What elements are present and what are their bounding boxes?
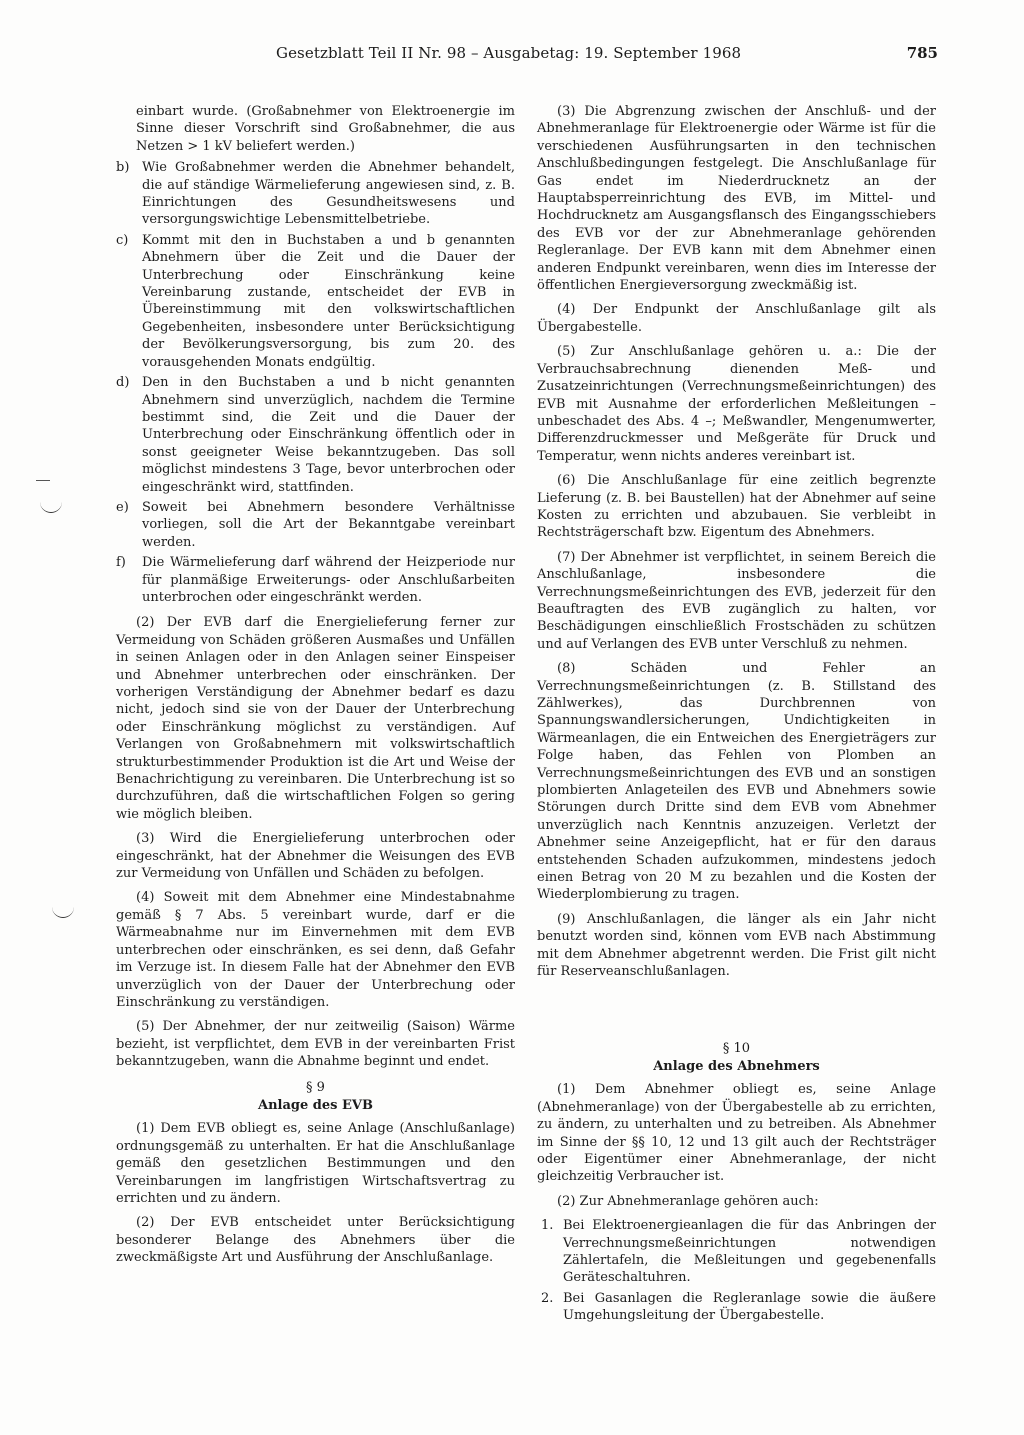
section-paragraph: (2) Der EVB entscheidet unter Berücksichtigung besonderer Belange des Abnehmers über die zweckmäßigste Art und Ausführung der Anschlußanlage. (116, 1215, 515, 1266)
list-marker: b) (116, 160, 130, 176)
list-item-text: Den in den Buchstaben a und b nicht genannten Abnehmern sind unverzüglich, nachdem die Termine bestimmt sind, die Zeit und die Dauer der Unterbrechung oder Einschränkung öffentlich oder in sonst geeigneter Weise bekanntzugeben. Das soll möglichst mindestens 3 Tage, bevor unterbrochen oder eingeschränkt wird, stattfinden. (142, 375, 515, 495)
list-item-text: Bei Gasanlagen die Regleranlage sowie die äußere Umgehungsleitung der Übergabestelle. (563, 1290, 936, 1324)
list-item-c (116, 232, 515, 371)
list-item-text: Bei Elektroenergieanlagen die für das Anbringen der Verrechnungsmeßeinrichtungen notwendigen Zählertafeln, die Meßleitungen und gegebenenfalls Geräteschaltuhren. (563, 1218, 936, 1286)
list-item-f (116, 554, 515, 606)
margin-pencil-mark (52, 905, 74, 918)
paragraph-6: (6) Die Anschlußanlage für eine zeitlich begrenzte Lieferung (z. B. bei Baustellen) hat der Abnehmer auf seine Kosten zu errichten und abzubauen. Sie verbleibt in Rechtsträgerschaft bzw. Eigentum des Abnehmers. (537, 473, 936, 541)
section-number: § 9 (306, 1079, 325, 1095)
section-paragraph: (1) Dem Abnehmer obliegt es, seine Anlage (Abnehmeranlage) von der Übergabestelle ab zu errichten, zu ändern, zu unterhalten und zu betreiben. Als Abnehmer im Sinne der §§ 10, 12 und 13 gilt auch der Rechtsträger oder Eigentümer einer Abnehmeranlage, der nicht gleichzeitig Verbraucher ist. (537, 1082, 936, 1185)
right-column (537, 103, 936, 1328)
left-column (116, 103, 515, 1274)
list-item-b (116, 159, 515, 229)
paragraph-5: (5) Der Abnehmer, der nur zeitweilig (Saison) Wärme bezieht, ist verpflichtet, dem EVB in der vereinbarten Frist bekanntzugeben, wann die Abnahme beginnt und endet. (116, 1019, 515, 1070)
page-header-title: Gesetzblatt Teil II Nr. 98 – Ausgabetag: 19. September 1968 (276, 44, 742, 62)
section-paragraph: (2) Zur Abnehmeranlage gehören auch: (557, 1193, 819, 1209)
paragraph-7: (7) Der Abnehmer ist verpflichtet, in seinem Bereich die Anschlußanlage, insbesondere die Verrechnungsmeßeinrichtungen des EVB, jederzeit für den Beauftragten des EVB zugänglich zu halten, vor Beschädigungen einschließlich Frostschäden zu schützen und auf Verlangen des EVB unter Verschluß zu nehmen. (537, 549, 936, 652)
paragraph-8: (8) Schäden und Fehler an Verrechnungsmeßeinrichtungen (z. B. Stillstand des Zählwerkes), das Durchbrennen von Spannungswandlersicherungen, Undichtigkeiten in Wärmeanlagen, die ein Entweichen des Energieträgers zur Folge haben, das Fehlen von Plomben an Verrechnungsmeßeinrichtungen des EVB und an sonstigen plombierten Anlageteilen des EVB und Abnehmers sowie Störungen durch Dritte sind dem EVB vom Abnehmer unverzüglich nach Kenntnis anzuzeigen. Verletzt der Abnehmer seine Anzeigepflicht, hat er für den daraus entstehenden Schaden aufzukommen, mindestens jedoch einen Betrag von 20 M zu bezahlen und die Kosten der Wiederplombierung zu tragen. (537, 661, 936, 903)
list-marker: 1. (541, 1218, 554, 1234)
list-marker: f) (116, 555, 126, 571)
list-marker: c) (116, 232, 129, 248)
numbered-item-1 (537, 1217, 936, 1287)
list-marker: e) (116, 499, 129, 515)
paragraph-4: (4) Soweit mit dem Abnehmer eine Mindestabnahme gemäß § 7 Abs. 5 vereinbart wurde, darf er die Wärmeabnahme nur im Einvernehmen mit dem EVB unterbrechen oder einschränken, es sei denn, daß Gefahr im Verzuge ist. In diesem Falle hat der Abnehmer den EVB unverzüglich von der Dauer der Unterbrechung oder Einschränkung zu verständigen. (116, 890, 515, 1010)
list-item-e (116, 499, 515, 551)
list-item-text: Soweit bei Abnehmern besondere Verhältnisse vorliegen, soll die Art der Bekanntgabe vereinbart werden. (142, 499, 515, 550)
list-marker: d) (116, 375, 130, 391)
paragraph-2: (2) Der EVB darf die Energielieferung ferner zur Vermeidung von Schäden größeren Ausmaßes und Unfällen in seinen Anlagen oder in den Anlagen seiner Einspeiser und Abnehmer unterbrechen oder einschränken. Der vorherigen Verständigung der Abnehmer bedarf es dazu nicht, jedoch sind sie von der Dauer der Unterbrechung oder Einschränkung möglichst zu verständigen. Auf Verlangen von Großabnehmern mit volkswirtschaftlich strukturbestimmender Produktion ist die Art und Weise der Benachrichtigung zu vereinbaren. Die Unterbrechung ist so durchzuführen, daß die wirtschaftlichen Folgen so gering wie möglich bleiben. (116, 615, 515, 822)
list-item-d (116, 374, 515, 496)
paragraph-9: (9) Anschlußanlagen, die länger als ein Jahr nicht benutzt worden sind, können vom EVB nach Abstimmung mit dem Abnehmer abgetrennt werden. Die Frist gilt nicht für Reserveanschlußanlagen. (537, 911, 936, 980)
section-paragraph: (1) Dem EVB obliegt es, seine Anlage (Anschlußanlage) ordnungsgemäß zu unterhalten. Er hat die Anschlußanlage gemäß den gesetzlichen Bestimmungen und den Vereinbarungen im langfristigen Wirtschaftsvertrag zu errichten und zu ändern. (116, 1121, 515, 1206)
page-number: 785 (906, 44, 938, 62)
paragraph-4: (4) Der Endpunkt der Anschlußanlage gilt als Übergabestelle. (537, 302, 936, 335)
paragraph-5: (5) Zur Anschlußanlage gehören u. a.: Die der Verbrauchsabrechnung dienenden Meß- und Zusatzeinrichtungen (Verrechnungsmeßeinrichtungen) des EVB mit Ausnahme der erforderlichen Meßleitungen – unbeschadet des Abs. 4 –; Meßwandler, Mengenumwerter, Differenzdruckmesser und Meßgeräte für Druck und Temperatur, wenn nichts anderes vereinbart ist. (537, 344, 936, 464)
margin-pencil-dash (36, 480, 50, 481)
paragraph-3: (3) Die Abgrenzung zwischen der Anschluß- und der Abnehmeranlage für Elektroenergie oder Wärme ist für die verschiedenen Ausführungsarten in den technischen Anschlußbedingungen festgelegt. Die Anschlußanlage für Gas endet im Niederdrucknetz an der Hauptabsperreinrichtung des EVB, im Mittel- und Hochdrucknetz am Ausgangsflansch des Eingangsschiebers des EVB vor der zur Abnehmeranlage gehörenden Regleranlage. Der EVB kann mit dem Abnehmer einen anderen Endpunkt vereinbaren, wenn dies im Interesse der öffentlichen Energieversorgung zweckmäßig ist. (537, 104, 936, 294)
section-number: § 10 (722, 1040, 751, 1056)
numbered-item-2 (537, 1290, 936, 1325)
list-item-text: Wie Großabnehmer werden die Abnehmer behandelt, die auf ständige Wärmelieferung angewiesen sind, z. B. Einrichtungen des Gesundheitswesens und versorgungswichtige Lebensmittelbetriebe. (142, 160, 515, 228)
list-item-text: Kommt mit den in Buchstaben a und b genannten Abnehmern über die Zeit und die Dauer der Unterbrechung oder Einschränkung keine Vereinbarung zustande, entscheidet der EVB in Übereinstimmung mit den volkswirtschaftlichen Gegebenheiten, insbesondere unter Berücksichtigung der Bevölkerungsversorgung, bis zum 20. des vorausgehenden Monats endgültig. (142, 232, 515, 370)
list-item-text: Die Wärmelieferung darf während der Heizperiode nur für planmäßige Erweiterungs- oder Anschlußarbeiten unterbrochen oder eingeschränkt werden. (142, 555, 515, 605)
list-marker: 2. (541, 1290, 554, 1306)
margin-pencil-mark (40, 500, 62, 513)
section-title: Anlage des Abnehmers (653, 1058, 820, 1074)
section-title: Anlage des EVB (258, 1097, 373, 1113)
continuation-text: einbart wurde. (Großabnehmer von Elektroenergie im Sinne dieser Vorschrift sind Großabnehmer, die aus Netzen > 1 kV beliefert werden.) (136, 104, 515, 154)
section-spacer (537, 988, 936, 1032)
paragraph-3: (3) Wird die Energielieferung unterbrochen oder eingeschränkt, hat der Abnehmer die Weisungen des EVB zur Vermeidung von Unfällen und Schäden zu befolgen. (116, 831, 515, 882)
